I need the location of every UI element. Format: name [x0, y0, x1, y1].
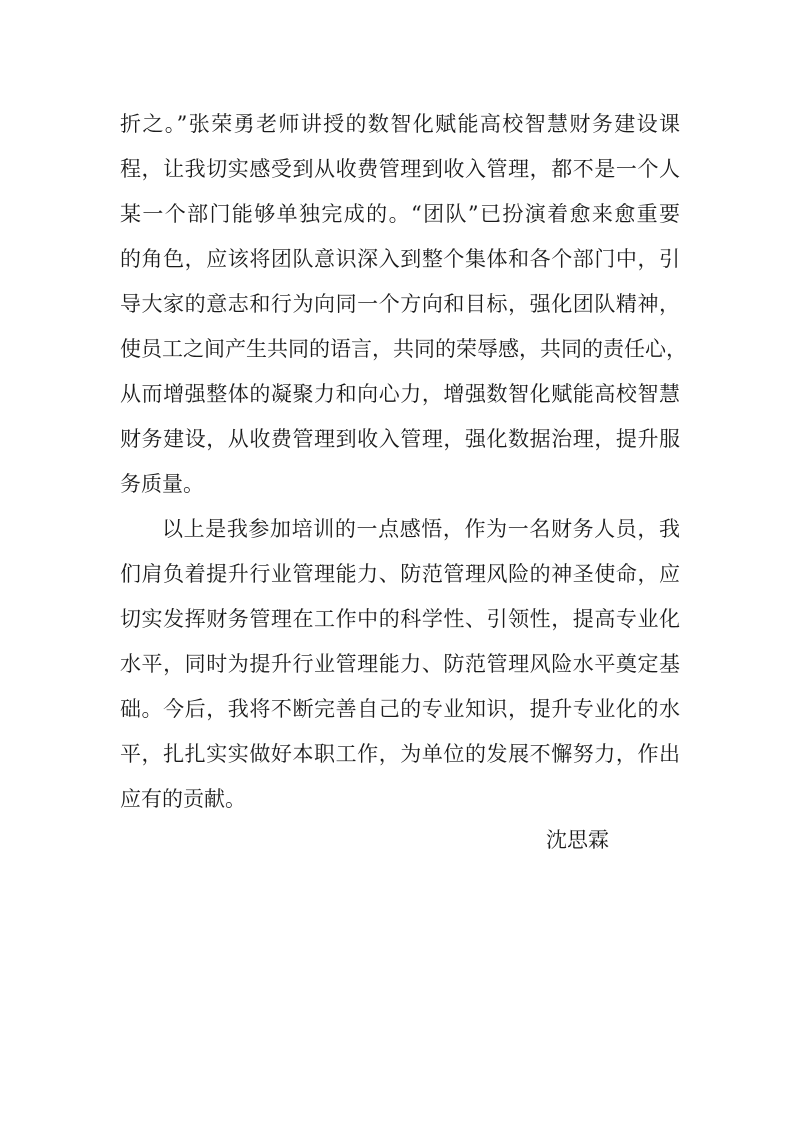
signature: 沈思霖: [546, 828, 609, 852]
paragraph-line: 切实发挥财务管理在工作中的科学性、引领性，提高专业化: [120, 607, 680, 631]
paragraph-line: 务质量。: [120, 472, 204, 496]
paragraph-line: 应有的贡献。: [120, 787, 246, 811]
paragraph-line: 程，让我切实感受到从收费管理到收入管理，都不是一个人: [120, 157, 680, 181]
paragraph-line: 财务建设，从收费管理到收入管理，强化数据治理，提升服: [120, 427, 680, 451]
paragraph-line: 础。今后，我将不断完善自己的专业知识，提升专业化的水: [120, 697, 680, 721]
paragraph-line: 从而增强整体的凝聚力和向心力，增强数智化赋能高校智慧: [120, 382, 680, 406]
paragraph-line: 以上是我参加培训的一点感悟，作为一名财务人员，我: [162, 517, 680, 541]
paragraph-line: 的角色，应该将团队意识深入到整个集体和各个部门中，引: [120, 247, 680, 271]
paragraph-line: 们肩负着提升行业管理能力、防范管理风险的神圣使命，应: [120, 562, 680, 586]
paragraph-line: 水平，同时为提升行业管理能力、防范管理风险水平奠定基: [120, 652, 680, 676]
paragraph-line: 折之。”张荣勇老师讲授的数智化赋能高校智慧财务建设课: [120, 112, 680, 136]
paragraph-line: 平，扎扎实实做好本职工作，为单位的发展不懈努力，作出: [120, 742, 680, 766]
paragraph-line: 导大家的意志和行为向同一个方向和目标，强化团队精神，: [120, 292, 680, 316]
paragraph-line: 使员工之间产生共同的语言，共同的荣辱感，共同的责任心，: [120, 337, 687, 361]
paragraph-line: 某一个部门能够单独完成的。“团队”已扮演着愈来愈重要: [120, 202, 680, 226]
